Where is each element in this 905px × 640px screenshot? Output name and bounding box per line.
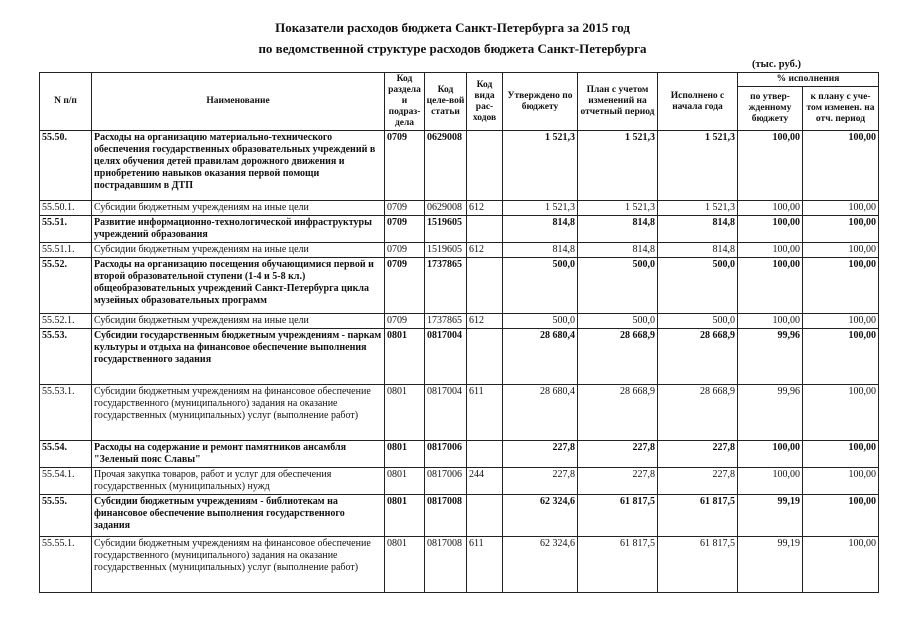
cell-plan: 814,8 xyxy=(578,243,658,258)
col-header-statya: Код целе-вой статьи xyxy=(425,73,467,131)
cell-isp: 227,8 xyxy=(658,468,738,495)
table-row xyxy=(40,495,879,537)
cell-isp: 61 817,5 xyxy=(658,495,738,537)
cell-num: 55.54. xyxy=(40,441,92,468)
cell-utv: 500,0 xyxy=(503,258,578,314)
cell-num: 55.55. xyxy=(40,495,92,537)
page-title: Показатели расходов бюджета Санкт-Петербурга за 2015 год xyxy=(275,20,630,35)
cell-pct-plan: 100,00 xyxy=(803,537,879,593)
cell-num: 55.51. xyxy=(40,216,92,243)
cell-pct-utv: 100,00 xyxy=(738,243,803,258)
cell-vid: 612 xyxy=(467,201,503,216)
cell-utv: 28 680,4 xyxy=(503,385,578,441)
cell-vid xyxy=(467,216,503,243)
cell-plan: 61 817,5 xyxy=(578,495,658,537)
col-header-utv: Утверждено по бюджету xyxy=(503,73,578,131)
cell-plan: 1 521,3 xyxy=(578,201,658,216)
cell-pct-utv: 99,19 xyxy=(738,537,803,593)
cell-vid: 612 xyxy=(467,243,503,258)
table-row xyxy=(40,216,879,243)
cell-utv: 814,8 xyxy=(503,216,578,243)
cell-razdel: 0801 xyxy=(385,441,425,468)
table-row xyxy=(40,201,879,216)
cell-statya: 0817008 xyxy=(425,495,467,537)
table-row xyxy=(40,385,879,441)
col-header-isp: Исполнено с начала года xyxy=(658,73,738,131)
budget-table xyxy=(39,72,879,593)
cell-statya: 0817006 xyxy=(425,468,467,495)
cell-vid xyxy=(467,495,503,537)
table-row xyxy=(40,329,879,385)
cell-isp: 814,8 xyxy=(658,243,738,258)
cell-name: Субсидии бюджетным учреждениям - библиотекам на финансовое обеспечение выполнения государственного задания xyxy=(92,495,385,537)
cell-name: Субсидии государственным бюджетным учреждениям - паркам культуры и отдыха на финансовое обеспечение выполнения государственного задания xyxy=(92,329,385,385)
cell-plan: 28 668,9 xyxy=(578,385,658,441)
table-row xyxy=(40,537,879,593)
cell-isp: 1 521,3 xyxy=(658,131,738,201)
cell-name: Субсидии бюджетным учреждениям на иные цели xyxy=(92,243,385,258)
cell-razdel: 0801 xyxy=(385,385,425,441)
cell-isp: 814,8 xyxy=(658,216,738,243)
cell-statya: 1737865 xyxy=(425,314,467,329)
cell-statya: 1519605 xyxy=(425,243,467,258)
table-row xyxy=(40,441,879,468)
col-header-name: Наименование xyxy=(92,73,385,131)
cell-vid xyxy=(467,329,503,385)
cell-isp: 500,0 xyxy=(658,258,738,314)
cell-razdel: 0709 xyxy=(385,216,425,243)
cell-pct-utv: 100,00 xyxy=(738,258,803,314)
cell-statya: 1737865 xyxy=(425,258,467,314)
cell-isp: 500,0 xyxy=(658,314,738,329)
col-header-pct-group: % исполнения xyxy=(738,73,879,87)
cell-utv: 62 324,6 xyxy=(503,495,578,537)
cell-num: 55.50. xyxy=(40,131,92,201)
cell-razdel: 0709 xyxy=(385,243,425,258)
cell-razdel: 0709 xyxy=(385,201,425,216)
cell-name: Субсидии бюджетным учреждениям на иные цели xyxy=(92,201,385,216)
cell-pct-plan: 100,00 xyxy=(803,258,879,314)
cell-pct-utv: 99,96 xyxy=(738,329,803,385)
cell-vid xyxy=(467,131,503,201)
col-header-razdel: Код раздела и подраз-дела xyxy=(385,73,425,131)
cell-num: 55.51.1. xyxy=(40,243,92,258)
cell-pct-plan: 100,00 xyxy=(803,441,879,468)
cell-pct-plan: 100,00 xyxy=(803,468,879,495)
cell-pct-utv: 100,00 xyxy=(738,216,803,243)
cell-utv: 28 680,4 xyxy=(503,329,578,385)
cell-isp: 28 668,9 xyxy=(658,385,738,441)
cell-utv: 814,8 xyxy=(503,243,578,258)
cell-pct-utv: 100,00 xyxy=(738,468,803,495)
cell-vid xyxy=(467,441,503,468)
table-row xyxy=(40,258,879,314)
cell-name: Расходы на содержание и ремонт памятников ансамбля "Зеленый пояс Славы" xyxy=(92,441,385,468)
cell-pct-utv: 99,19 xyxy=(738,495,803,537)
cell-num: 55.55.1. xyxy=(40,537,92,593)
cell-pct-plan: 100,00 xyxy=(803,495,879,537)
cell-vid: 611 xyxy=(467,537,503,593)
col-header-vid: Код вида рас-ходов xyxy=(467,73,503,131)
cell-num: 55.53.1. xyxy=(40,385,92,441)
cell-statya: 0629008 xyxy=(425,201,467,216)
cell-pct-plan: 100,00 xyxy=(803,216,879,243)
cell-plan: 227,8 xyxy=(578,468,658,495)
cell-plan: 1 521,3 xyxy=(578,131,658,201)
cell-pct-utv: 99,96 xyxy=(738,385,803,441)
cell-isp: 1 521,3 xyxy=(658,201,738,216)
cell-statya: 0629008 xyxy=(425,131,467,201)
cell-statya: 0817006 xyxy=(425,441,467,468)
col-header-num: N п/п xyxy=(40,73,92,131)
cell-name: Расходы на организацию посещения обучающимися первой и второй образовательной ступени (1-4 и 5-8 кл.) общеобразовательных учреждений Санкт-Петербурга цикла музейных образовательных программ xyxy=(92,258,385,314)
cell-statya: 0817004 xyxy=(425,385,467,441)
cell-utv: 1 521,3 xyxy=(503,201,578,216)
page-subtitle: по ведомственной структуре расходов бюджета Санкт-Петербурга xyxy=(258,41,647,56)
cell-name: Субсидии бюджетным учреждениям на иные цели xyxy=(92,314,385,329)
cell-pct-plan: 100,00 xyxy=(803,385,879,441)
cell-pct-utv: 100,00 xyxy=(738,131,803,201)
cell-isp: 61 817,5 xyxy=(658,537,738,593)
cell-plan: 61 817,5 xyxy=(578,537,658,593)
table-row xyxy=(40,131,879,201)
col-header-plan: План с учетом изменений на отчетный период xyxy=(578,73,658,131)
cell-razdel: 0709 xyxy=(385,131,425,201)
cell-vid: 611 xyxy=(467,385,503,441)
cell-vid: 244 xyxy=(467,468,503,495)
cell-vid: 612 xyxy=(467,314,503,329)
cell-utv: 500,0 xyxy=(503,314,578,329)
table-row xyxy=(40,243,879,258)
table-body xyxy=(40,131,879,593)
cell-pct-plan: 100,00 xyxy=(803,314,879,329)
col-header-pct-utv: по утвер-жденному бюджету xyxy=(738,87,803,131)
cell-name: Субсидии бюджетным учреждениям на финансовое обеспечение государственного (муниципального) задания на оказание государственных (муниципальных) услуг (выполнение работ) xyxy=(92,385,385,441)
cell-statya: 0817004 xyxy=(425,329,467,385)
cell-plan: 500,0 xyxy=(578,314,658,329)
cell-statya: 0817008 xyxy=(425,537,467,593)
cell-plan: 814,8 xyxy=(578,216,658,243)
cell-utv: 227,8 xyxy=(503,468,578,495)
cell-name: Прочая закупка товаров, работ и услуг для обеспечения государственных (муниципальных) нужд xyxy=(92,468,385,495)
cell-razdel: 0801 xyxy=(385,537,425,593)
cell-num: 55.52. xyxy=(40,258,92,314)
cell-razdel: 0709 xyxy=(385,314,425,329)
table-row xyxy=(40,314,879,329)
cell-statya: 1519605 xyxy=(425,216,467,243)
cell-pct-plan: 100,00 xyxy=(803,243,879,258)
cell-name: Развитие информационно-технологической инфраструктуры учреждений образования xyxy=(92,216,385,243)
cell-isp: 28 668,9 xyxy=(658,329,738,385)
cell-plan: 227,8 xyxy=(578,441,658,468)
cell-pct-plan: 100,00 xyxy=(803,131,879,201)
cell-razdel: 0801 xyxy=(385,468,425,495)
cell-razdel: 0801 xyxy=(385,495,425,537)
cell-razdel: 0709 xyxy=(385,258,425,314)
cell-num: 55.52.1. xyxy=(40,314,92,329)
cell-pct-plan: 100,00 xyxy=(803,329,879,385)
cell-razdel: 0801 xyxy=(385,329,425,385)
table-row xyxy=(40,468,879,495)
cell-pct-plan: 100,00 xyxy=(803,201,879,216)
cell-pct-utv: 100,00 xyxy=(738,441,803,468)
cell-pct-utv: 100,00 xyxy=(738,314,803,329)
cell-isp: 227,8 xyxy=(658,441,738,468)
cell-num: 55.53. xyxy=(40,329,92,385)
col-header-pct-plan: к плану с уче-том изменен. на отч. период xyxy=(803,87,879,131)
cell-pct-utv: 100,00 xyxy=(738,201,803,216)
cell-name: Расходы на организацию материально-технического обеспечения государственных образовательных учреждений в целях обучения детей правилам дорожного движения и приобретению навыков оказания первой помощи пострадавшим в ДТП xyxy=(92,131,385,201)
cell-utv: 62 324,6 xyxy=(503,537,578,593)
units-label: (тыс. руб.) xyxy=(752,59,801,70)
cell-vid xyxy=(467,258,503,314)
cell-num: 55.50.1. xyxy=(40,201,92,216)
cell-plan: 28 668,9 xyxy=(578,329,658,385)
cell-plan: 500,0 xyxy=(578,258,658,314)
cell-utv: 227,8 xyxy=(503,441,578,468)
cell-utv: 1 521,3 xyxy=(503,131,578,201)
cell-num: 55.54.1. xyxy=(40,468,92,495)
cell-name: Субсидии бюджетным учреждениям на финансовое обеспечение государственного (муниципального) задания на оказание государственных (муниципальных) услуг (выполнение работ) xyxy=(92,537,385,593)
